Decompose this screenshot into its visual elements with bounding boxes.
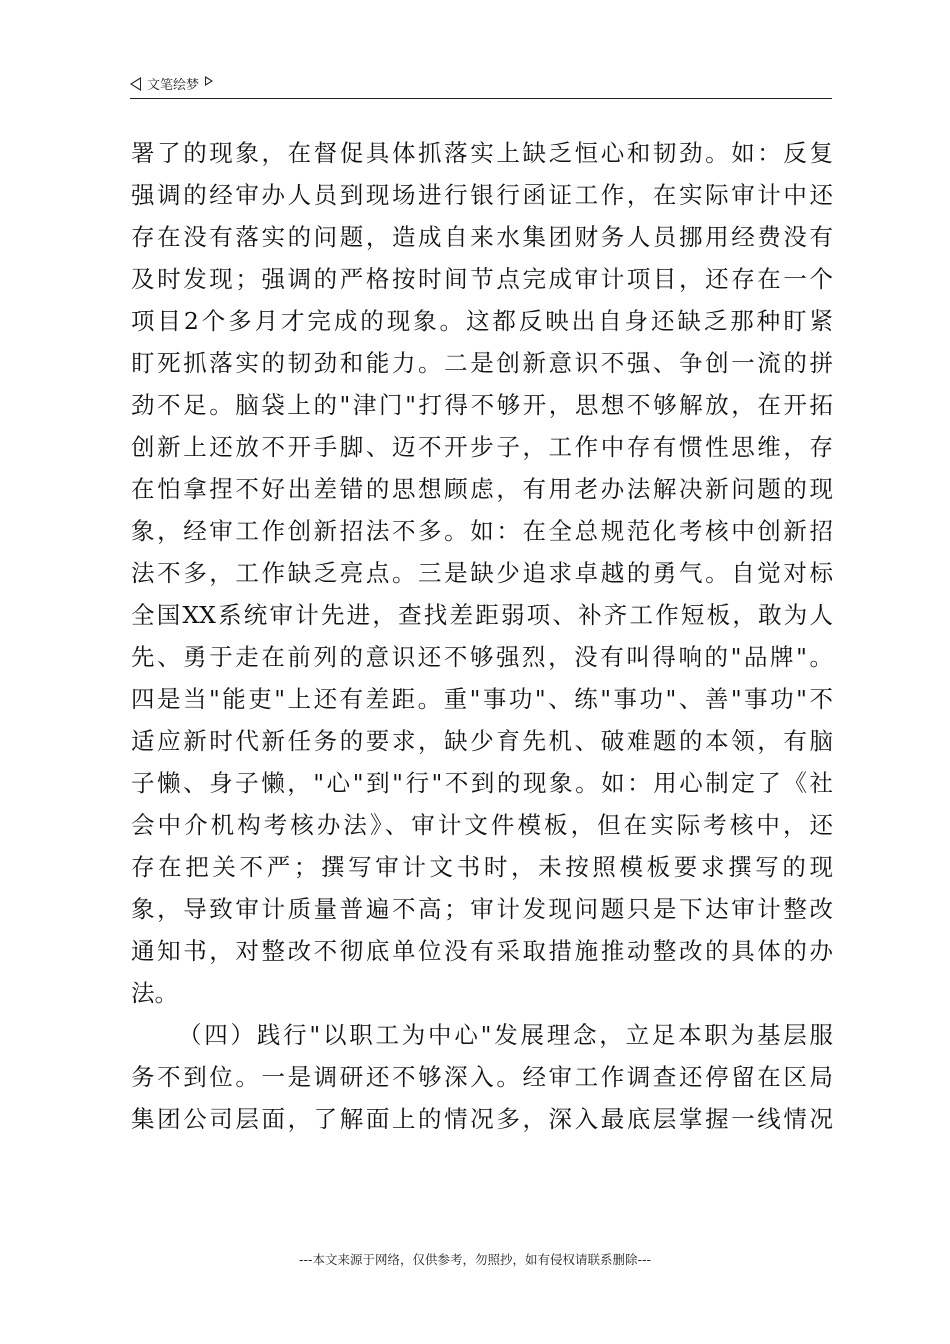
- text-line: 先、勇于走在前列的意识还不够强烈，没有叫得响的"品牌"。: [131, 643, 833, 671]
- text-line: 强调的经审办人员到现场进行银行函证工作，在实际审计中还: [131, 181, 833, 209]
- paragraph-heading-line: （四）践行"以职工为中心"发展理念，立足本职为基层服: [178, 1021, 833, 1049]
- text-line: 存在没有落实的问题，造成自来水集团财务人员挪用经费没有: [131, 223, 833, 251]
- header-brand-text: 文笔绘梦: [147, 78, 200, 93]
- text-line: 通知书，对整改不彻底单位没有采取措施推动整改的具体的办: [131, 937, 833, 965]
- text-line: 务不到位。一是调研还不够深入。经审工作调查还停留在区局: [131, 1063, 833, 1091]
- text-line: 适应新时代新任务的要求，缺少育先机、破难题的本领，有脑: [131, 727, 833, 755]
- text-line: 署了的现象，在督促具体抓落实上缺乏恒心和韧劲。如：反复: [131, 139, 833, 167]
- header-brand: [130, 74, 213, 93]
- page-header: [130, 72, 832, 99]
- triangle-left-icon: [130, 77, 141, 91]
- text-line: 子懒、身子懒，"心"到"行"不到的现象。如：用心制定了《社: [131, 769, 833, 797]
- text-line: 法不多，工作缺乏亮点。三是缺少追求卓越的勇气。自觉对标: [131, 559, 833, 587]
- text-line: 会中介机构考核办法》、审计文件模板，但在实际考核中，还: [131, 811, 833, 839]
- text-line: 及时发现；强调的严格按时间节点完成审计项目，还存在一个: [131, 265, 833, 293]
- text-line: 存在把关不严；撰写审计文书时，未按照模板要求撰写的现: [131, 853, 833, 881]
- text-line: 项目2个多月才完成的现象。这都反映出自身还缺乏那种盯紧: [131, 307, 833, 335]
- text-line: 象，导致审计质量普遍不高；审计发现问题只是下达审计整改: [131, 895, 833, 923]
- triangle-right-icon: [205, 76, 213, 86]
- text-line: 盯死抓落实的韧劲和能力。二是创新意识不强、争创一流的拼: [131, 349, 833, 377]
- text-line: 四是当"能吏"上还有差距。重"事功"、练"事功"、善"事功"不: [131, 685, 833, 713]
- text-line: 集团公司层面，了解面上的情况多，深入最底层掌握一线情况: [131, 1105, 833, 1133]
- document-body: [131, 132, 833, 1140]
- text-line: 全国XX系统审计先进，查找差距弱项、补齐工作短板，敢为人: [131, 601, 833, 629]
- page-footer-disclaimer: ---本文来源于网络，仅供参考，勿照抄，如有侵权请联系删除---: [298, 1252, 652, 1267]
- text-line: 法。: [131, 979, 178, 1007]
- text-line: 象，经审工作创新招法不多。如：在全总规范化考核中创新招: [131, 517, 833, 545]
- text-line: 创新上还放不开手脚、迈不开步子，工作中存有惯性思维，存: [131, 433, 833, 461]
- text-line: 劲不足。脑袋上的"津门"打得不够开，思想不够解放，在开拓: [131, 391, 833, 419]
- text-line: 在怕拿捏不好出差错的思想顾虑，有用老办法解决新问题的现: [131, 475, 833, 503]
